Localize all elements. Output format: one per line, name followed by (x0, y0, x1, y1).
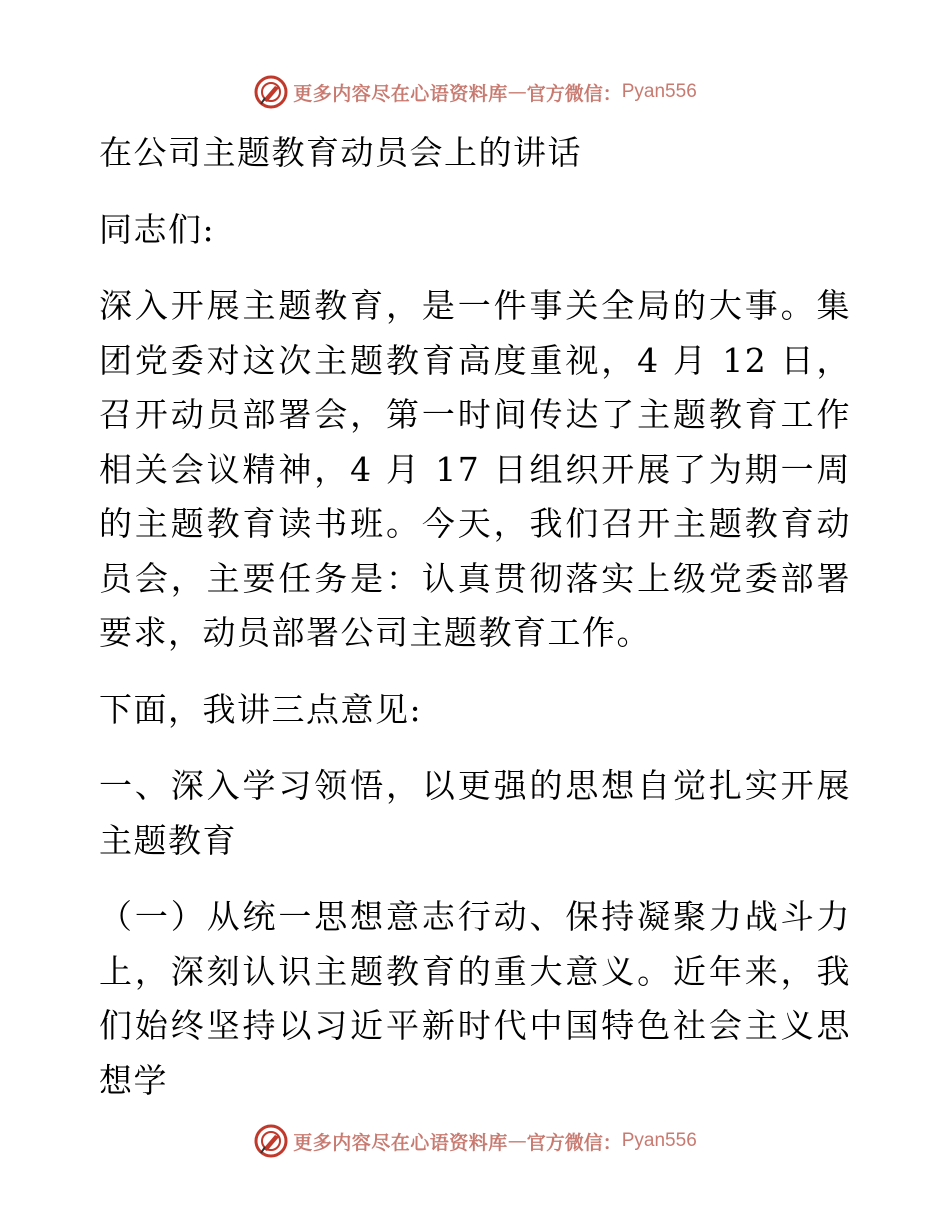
document-body (99, 122, 851, 1108)
banner-text: 更多内容尽在心语资料库 (293, 1131, 508, 1154)
footer-watermark (0, 1121, 950, 1161)
banner-official: 官方微信： (526, 82, 622, 105)
section-heading-1: 一、深入学习领悟，以更强的思想自觉扎实开展主题教育 (99, 766, 851, 860)
banner-wechat-id: Pyan556 (621, 81, 697, 102)
banner-separator: — (507, 1130, 527, 1152)
salutation: 同志们: (99, 209, 216, 249)
banner-text: 更多内容尽在心语资料库 (293, 82, 508, 105)
header-watermark (0, 72, 950, 112)
logo-icon (253, 1123, 289, 1159)
paragraph-2: 下面，我讲三点意见: (99, 689, 423, 729)
document-title: 在公司主题教育动员会上的讲话 (99, 133, 582, 172)
paragraph-3: （一）从统一思想意志行动、保持凝聚力战斗力上，深刻认识主题教育的重大意义。近年来，我们始终坚持以习近平新时代中国特色社会主义思想学 (99, 897, 851, 1100)
logo-icon (253, 74, 289, 110)
banner-separator: — (507, 81, 527, 103)
banner-wechat-id: Pyan556 (621, 1130, 697, 1151)
paragraph-1: 深入开展主题教育，是一件事关全局的大事。集团党委对这次主题教育高度重视，4 月 12 日，召开动员部署会，第一时间传达了主题教育工作相关会议精神，4 月 17 日组织开展了为期一周的主题教育读书班。今天，我们召开主题教育动员会，主要任务是：认真贯彻落实上级党委部署要求，动员部署公司主题教育工作。 (99, 286, 851, 652)
banner-official: 官方微信： (526, 1131, 622, 1154)
